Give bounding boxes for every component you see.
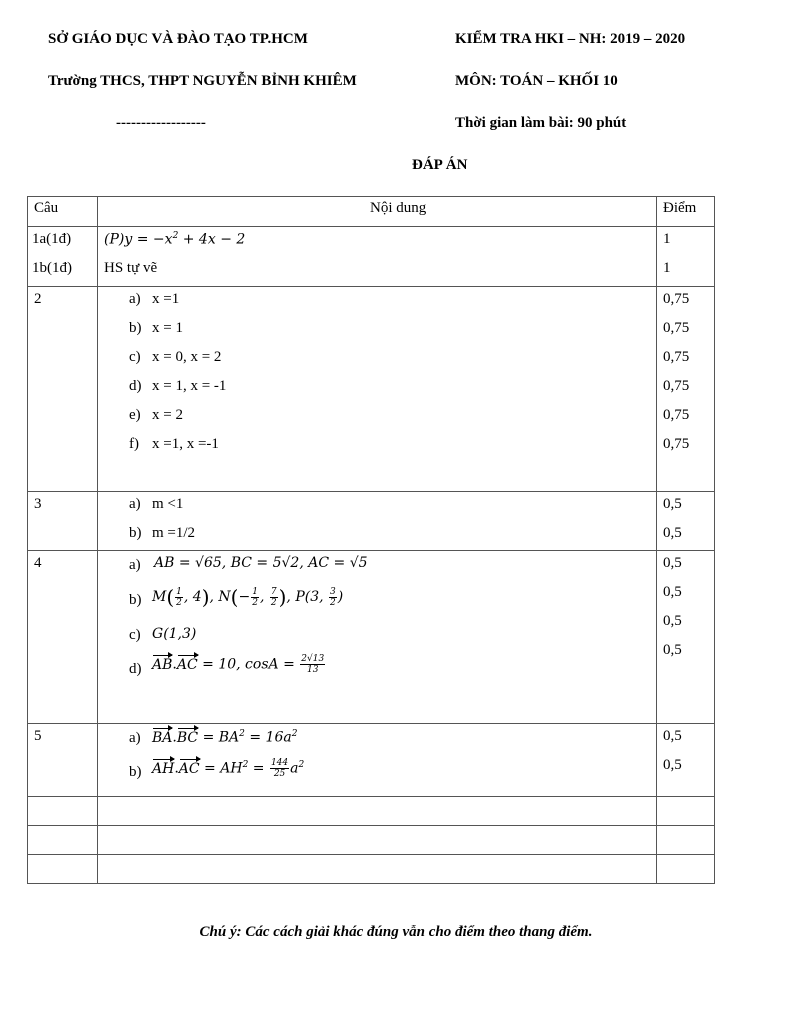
q4-label: 4 bbox=[34, 555, 42, 571]
q4-marker-b: b) bbox=[129, 592, 142, 608]
q2-score-c: 0,75 bbox=[663, 349, 690, 365]
q2-marker-f: f) bbox=[129, 436, 139, 452]
q3-score-a: 0,5 bbox=[663, 496, 682, 512]
q4-score-c: 0,5 bbox=[663, 613, 682, 629]
q1a-content: $(P)y = -x^2 + 4x - 2$ bbox=[104, 231, 246, 248]
department-name: SỞ GIÁO DỤC VÀ ĐÀO TẠO TP.HCM bbox=[48, 31, 308, 47]
q2-item-c: x = 0, x = 2 bbox=[152, 349, 222, 365]
exam-title: KIỂM TRA HKI – NH: 2019 – 2020 bbox=[455, 31, 686, 47]
q2-score-e: 0,75 bbox=[663, 407, 690, 423]
q1a-label: 1a(1đ) bbox=[32, 231, 72, 247]
table-row-q5 bbox=[28, 724, 715, 797]
q2-item-f: x =1, x =-1 bbox=[152, 436, 219, 452]
empty-row bbox=[28, 855, 715, 884]
q3-marker-a: a) bbox=[129, 496, 141, 512]
q2-score-b: 0,75 bbox=[663, 320, 690, 336]
q4-score-d: 0,5 bbox=[663, 642, 682, 658]
q2-item-b: x = 1 bbox=[152, 320, 183, 336]
table-row-q3 bbox=[28, 492, 715, 551]
separator-dashes: ------------------ bbox=[116, 115, 206, 131]
q4-item-d: AB.AC = 10, cosA = $\frac{2√13}{13}$ bbox=[152, 654, 325, 675]
school-name: Trường THCS, THPT NGUYỄN BỈNH KHIÊM bbox=[48, 73, 357, 89]
header-question: Câu bbox=[34, 200, 59, 216]
q3-marker-b: b) bbox=[129, 525, 142, 541]
q2-marker-b: b) bbox=[129, 320, 142, 336]
q2-score-f: 0,75 bbox=[663, 436, 690, 452]
q4-item-c: G(1,3) bbox=[152, 626, 197, 642]
q2-score-a: 0,75 bbox=[663, 291, 690, 307]
table-header-row bbox=[28, 197, 715, 227]
q2-marker-c: c) bbox=[129, 349, 141, 365]
table-row-q2 bbox=[28, 287, 715, 492]
q2-marker-a: a) bbox=[129, 291, 141, 307]
q5-item-a: $BA.BC = BA^2 = 16a^2$ bbox=[152, 729, 298, 746]
header-content: Nội dung bbox=[370, 200, 427, 216]
answer-table bbox=[27, 196, 715, 884]
q5-item-b: $AH.AC = AH^2$ = $\frac{144}{25}$ $a^2$ bbox=[152, 758, 305, 779]
q4-marker-a: a) bbox=[129, 557, 141, 573]
q4-item-b: M( $\frac{1}{2}$ , 4), N(− $\frac{1}{2}$ , $\frac{7}{2}$ ), P(3, $\frac{3}{2}$ ) bbox=[152, 585, 344, 609]
q5-score-a: 0,5 bbox=[663, 728, 682, 744]
q3-item-a: m <1 bbox=[152, 496, 184, 512]
q2-item-e: x = 2 bbox=[152, 407, 183, 423]
q5-marker-b: b) bbox=[129, 764, 142, 780]
q4-marker-c: c) bbox=[129, 627, 141, 643]
q3-item-b: m =1/2 bbox=[152, 525, 196, 541]
q3-label: 3 bbox=[34, 496, 42, 512]
header-score: Điểm bbox=[663, 200, 697, 216]
q1b-score: 1 bbox=[663, 260, 671, 276]
footnote: Chú ý: Các cách giải khác đúng vẫn cho điểm theo thang điểm. bbox=[199, 924, 593, 940]
table-row-q4 bbox=[28, 551, 715, 724]
q2-item-d: x = 1, x = -1 bbox=[152, 378, 227, 394]
q2-marker-d: d) bbox=[129, 378, 142, 394]
q4-score-a: 0,5 bbox=[663, 555, 682, 571]
q5-label: 5 bbox=[34, 728, 42, 744]
q2-label: 2 bbox=[34, 291, 42, 307]
q4-item-a: AB = √65, BC = 5√2, AC = √5 bbox=[154, 555, 368, 571]
q3-score-b: 0,5 bbox=[663, 525, 682, 541]
q1a-score: 1 bbox=[663, 231, 671, 247]
time-limit: Thời gian làm bài: 90 phút bbox=[455, 115, 627, 131]
q1b-label: 1b(1đ) bbox=[32, 260, 72, 276]
q2-marker-e: e) bbox=[129, 407, 141, 423]
q2-score-d: 0,75 bbox=[663, 378, 690, 394]
empty-row bbox=[28, 797, 715, 826]
empty-row bbox=[28, 826, 715, 855]
table-row-q1 bbox=[28, 227, 715, 287]
q4-score-b: 0,5 bbox=[663, 584, 682, 600]
q4-marker-d: d) bbox=[129, 661, 142, 677]
q5-marker-a: a) bbox=[129, 730, 141, 746]
q1b-content: HS tự vẽ bbox=[104, 260, 158, 276]
q2-item-a: x =1 bbox=[152, 291, 180, 307]
q5-score-b: 0,5 bbox=[663, 757, 682, 773]
page-title: ĐÁP ÁN bbox=[412, 157, 468, 173]
subject-line: MÔN: TOÁN – KHỐI 10 bbox=[455, 73, 618, 89]
